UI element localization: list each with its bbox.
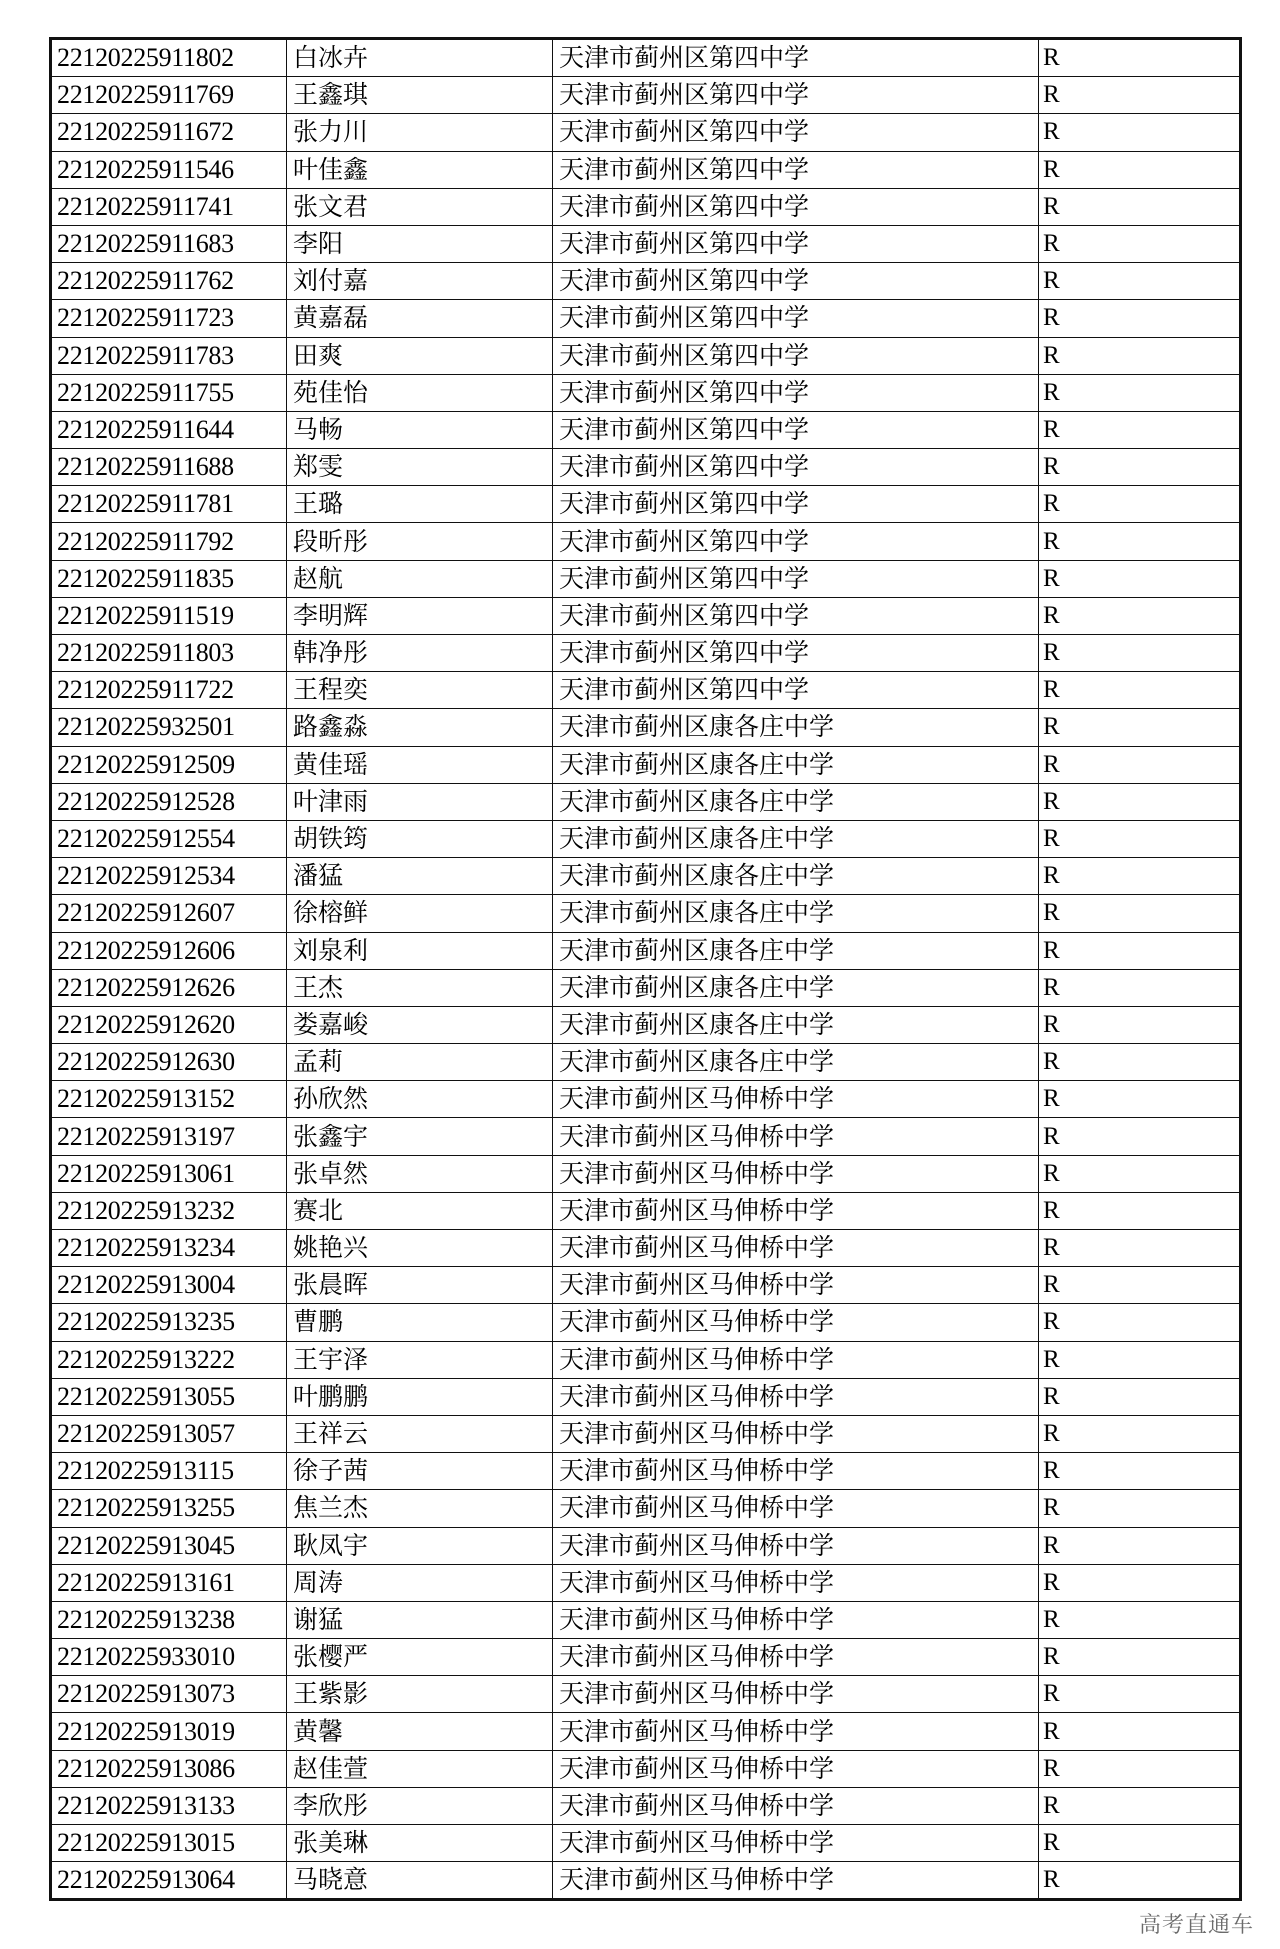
grade-cell: R (1039, 1527, 1241, 1564)
table-row (51, 449, 1241, 486)
table-row (51, 300, 1241, 337)
table-row (51, 560, 1241, 597)
grade-cell: R (1039, 114, 1241, 151)
table-row (51, 746, 1241, 783)
student-name-cell: 马晓意 (287, 1862, 553, 1900)
student-name-cell: 刘泉利 (287, 932, 553, 969)
grade-cell: R (1039, 1862, 1241, 1900)
exam-id-cell: 22120225913222 (51, 1341, 287, 1378)
school-name-cell: 天津市蓟州区康各庄中学 (553, 1044, 1039, 1081)
table-row (51, 523, 1241, 560)
student-name-cell: 王紫影 (287, 1676, 553, 1713)
student-name-cell: 郑雯 (287, 449, 553, 486)
exam-id-cell: 22120225933010 (51, 1639, 287, 1676)
school-name-cell: 天津市蓟州区第四中学 (553, 337, 1039, 374)
grade-cell: R (1039, 1676, 1241, 1713)
student-name-cell: 田爽 (287, 337, 553, 374)
school-name-cell: 天津市蓟州区马伸桥中学 (553, 1490, 1039, 1527)
exam-id-cell: 22120225913055 (51, 1378, 287, 1415)
student-name-cell: 张美琳 (287, 1825, 553, 1862)
grade-cell: R (1039, 746, 1241, 783)
exam-id-cell: 22120225911741 (51, 188, 287, 225)
grade-cell: R (1039, 1713, 1241, 1750)
school-name-cell: 天津市蓟州区第四中学 (553, 523, 1039, 560)
exam-id-cell: 22120225911769 (51, 77, 287, 114)
roster-table-wrapper (49, 37, 1239, 1901)
table-row (51, 1713, 1241, 1750)
table-row (51, 1676, 1241, 1713)
student-name-cell: 张晨晖 (287, 1267, 553, 1304)
school-name-cell: 天津市蓟州区第四中学 (553, 225, 1039, 262)
student-name-cell: 王程奕 (287, 672, 553, 709)
grade-cell: R (1039, 1564, 1241, 1601)
school-name-cell: 天津市蓟州区第四中学 (553, 114, 1039, 151)
exam-id-cell: 22120225911762 (51, 263, 287, 300)
table-row (51, 1006, 1241, 1043)
grade-cell: R (1039, 411, 1241, 448)
exam-id-cell: 22120225911546 (51, 151, 287, 188)
school-name-cell: 天津市蓟州区马伸桥中学 (553, 1564, 1039, 1601)
student-name-cell: 苑佳怡 (287, 374, 553, 411)
table-row (51, 151, 1241, 188)
exam-id-cell: 22120225911783 (51, 337, 287, 374)
table-row (51, 1527, 1241, 1564)
student-name-cell: 孙欣然 (287, 1081, 553, 1118)
exam-id-cell: 22120225913015 (51, 1825, 287, 1862)
table-row (51, 1192, 1241, 1229)
grade-cell: R (1039, 709, 1241, 746)
grade-cell: R (1039, 188, 1241, 225)
student-name-cell: 叶津雨 (287, 783, 553, 820)
table-row (51, 1564, 1241, 1601)
student-name-cell: 路鑫淼 (287, 709, 553, 746)
student-name-cell: 张樱严 (287, 1639, 553, 1676)
student-name-cell: 黄嘉磊 (287, 300, 553, 337)
student-name-cell: 马畅 (287, 411, 553, 448)
school-name-cell: 天津市蓟州区康各庄中学 (553, 969, 1039, 1006)
student-name-cell: 李欣彤 (287, 1787, 553, 1824)
table-row (51, 969, 1241, 1006)
student-name-cell: 张文君 (287, 188, 553, 225)
exam-id-cell: 22120225911792 (51, 523, 287, 560)
grade-cell: R (1039, 932, 1241, 969)
student-name-cell: 李明辉 (287, 597, 553, 634)
student-name-cell: 黄馨 (287, 1713, 553, 1750)
school-name-cell: 天津市蓟州区康各庄中学 (553, 932, 1039, 969)
table-row (51, 1341, 1241, 1378)
school-name-cell: 天津市蓟州区马伸桥中学 (553, 1118, 1039, 1155)
exam-id-cell: 22120225913197 (51, 1118, 287, 1155)
school-name-cell: 天津市蓟州区第四中学 (553, 374, 1039, 411)
grade-cell: R (1039, 523, 1241, 560)
student-name-cell: 白冰卉 (287, 39, 553, 77)
student-name-cell: 黄佳瑶 (287, 746, 553, 783)
table-row (51, 1230, 1241, 1267)
exam-id-cell: 22120225911519 (51, 597, 287, 634)
student-name-cell: 娄嘉峻 (287, 1006, 553, 1043)
school-name-cell: 天津市蓟州区康各庄中学 (553, 820, 1039, 857)
student-name-cell: 王璐 (287, 486, 553, 523)
school-name-cell: 天津市蓟州区第四中学 (553, 486, 1039, 523)
school-name-cell: 天津市蓟州区第四中学 (553, 597, 1039, 634)
school-name-cell: 天津市蓟州区第四中学 (553, 672, 1039, 709)
student-name-cell: 赛北 (287, 1192, 553, 1229)
student-name-cell: 张卓然 (287, 1155, 553, 1192)
school-name-cell: 天津市蓟州区第四中学 (553, 39, 1039, 77)
grade-cell: R (1039, 560, 1241, 597)
table-row (51, 1825, 1241, 1862)
school-name-cell: 天津市蓟州区康各庄中学 (553, 895, 1039, 932)
exam-id-cell: 22120225913064 (51, 1862, 287, 1900)
exam-id-cell: 22120225911755 (51, 374, 287, 411)
exam-id-cell: 22120225911688 (51, 449, 287, 486)
table-row (51, 337, 1241, 374)
table-row (51, 486, 1241, 523)
exam-id-cell: 22120225913161 (51, 1564, 287, 1601)
grade-cell: R (1039, 449, 1241, 486)
school-name-cell: 天津市蓟州区马伸桥中学 (553, 1378, 1039, 1415)
exam-id-cell: 22120225912620 (51, 1006, 287, 1043)
student-name-cell: 曹鹏 (287, 1304, 553, 1341)
grade-cell: R (1039, 858, 1241, 895)
grade-cell: R (1039, 39, 1241, 77)
student-name-cell: 胡铁筠 (287, 820, 553, 857)
exam-id-cell: 22120225913235 (51, 1304, 287, 1341)
table-row (51, 1378, 1241, 1415)
student-name-cell: 王杰 (287, 969, 553, 1006)
grade-cell: R (1039, 337, 1241, 374)
table-row (51, 1304, 1241, 1341)
grade-cell: R (1039, 1267, 1241, 1304)
table-row (51, 1750, 1241, 1787)
table-row (51, 1639, 1241, 1676)
school-name-cell: 天津市蓟州区第四中学 (553, 449, 1039, 486)
exam-id-cell: 22120225913073 (51, 1676, 287, 1713)
table-row (51, 77, 1241, 114)
school-name-cell: 天津市蓟州区第四中学 (553, 77, 1039, 114)
table-row (51, 1415, 1241, 1452)
school-name-cell: 天津市蓟州区马伸桥中学 (553, 1750, 1039, 1787)
table-row (51, 932, 1241, 969)
school-name-cell: 天津市蓟州区马伸桥中学 (553, 1192, 1039, 1229)
student-name-cell: 孟莉 (287, 1044, 553, 1081)
grade-cell: R (1039, 1081, 1241, 1118)
exam-id-cell: 22120225911803 (51, 635, 287, 672)
grade-cell: R (1039, 1639, 1241, 1676)
student-name-cell: 潘猛 (287, 858, 553, 895)
table-row (51, 820, 1241, 857)
student-name-cell: 赵航 (287, 560, 553, 597)
school-name-cell: 天津市蓟州区马伸桥中学 (553, 1304, 1039, 1341)
student-name-cell: 叶鹏鹏 (287, 1378, 553, 1415)
table-row (51, 635, 1241, 672)
roster-table-body (51, 39, 1241, 1900)
grade-cell: R (1039, 1304, 1241, 1341)
table-row (51, 1862, 1241, 1900)
exam-id-cell: 22120225913061 (51, 1155, 287, 1192)
student-name-cell: 徐榕鲜 (287, 895, 553, 932)
exam-id-cell: 22120225911723 (51, 300, 287, 337)
school-name-cell: 天津市蓟州区马伸桥中学 (553, 1825, 1039, 1862)
student-name-cell: 焦兰杰 (287, 1490, 553, 1527)
exam-id-cell: 22120225932501 (51, 709, 287, 746)
school-name-cell: 天津市蓟州区马伸桥中学 (553, 1415, 1039, 1452)
student-name-cell: 谢猛 (287, 1601, 553, 1638)
exam-id-cell: 22120225912606 (51, 932, 287, 969)
student-name-cell: 耿凤宇 (287, 1527, 553, 1564)
exam-id-cell: 22120225913115 (51, 1453, 287, 1490)
exam-id-cell: 22120225912509 (51, 746, 287, 783)
table-row (51, 39, 1241, 77)
grade-cell: R (1039, 225, 1241, 262)
student-name-cell: 徐子茜 (287, 1453, 553, 1490)
exam-id-cell: 22120225913133 (51, 1787, 287, 1824)
table-row (51, 597, 1241, 634)
grade-cell: R (1039, 1230, 1241, 1267)
school-name-cell: 天津市蓟州区康各庄中学 (553, 783, 1039, 820)
exam-id-cell: 22120225913004 (51, 1267, 287, 1304)
grade-cell: R (1039, 1044, 1241, 1081)
table-row (51, 858, 1241, 895)
exam-id-cell: 22120225911644 (51, 411, 287, 448)
exam-id-cell: 22120225913238 (51, 1601, 287, 1638)
school-name-cell: 天津市蓟州区第四中学 (553, 151, 1039, 188)
school-name-cell: 天津市蓟州区马伸桥中学 (553, 1341, 1039, 1378)
school-name-cell: 天津市蓟州区第四中学 (553, 263, 1039, 300)
table-row (51, 225, 1241, 262)
grade-cell: R (1039, 151, 1241, 188)
student-name-cell: 姚艳兴 (287, 1230, 553, 1267)
grade-cell: R (1039, 1006, 1241, 1043)
grade-cell: R (1039, 672, 1241, 709)
watermark-text: 高考直通车 (1138, 1913, 1254, 1938)
school-name-cell: 天津市蓟州区马伸桥中学 (553, 1713, 1039, 1750)
student-name-cell: 段昕彤 (287, 523, 553, 560)
grade-cell: R (1039, 895, 1241, 932)
student-name-cell: 王鑫琪 (287, 77, 553, 114)
table-row (51, 895, 1241, 932)
table-row (51, 709, 1241, 746)
school-name-cell: 天津市蓟州区马伸桥中学 (553, 1230, 1039, 1267)
grade-cell: R (1039, 1415, 1241, 1452)
school-name-cell: 天津市蓟州区康各庄中学 (553, 709, 1039, 746)
table-row (51, 672, 1241, 709)
school-name-cell: 天津市蓟州区第四中学 (553, 635, 1039, 672)
grade-cell: R (1039, 969, 1241, 1006)
school-name-cell: 天津市蓟州区康各庄中学 (553, 1006, 1039, 1043)
student-name-cell: 张力川 (287, 114, 553, 151)
table-row (51, 1453, 1241, 1490)
exam-id-cell: 22120225911722 (51, 672, 287, 709)
grade-cell: R (1039, 77, 1241, 114)
grade-cell: R (1039, 300, 1241, 337)
school-name-cell: 天津市蓟州区马伸桥中学 (553, 1081, 1039, 1118)
school-name-cell: 天津市蓟州区康各庄中学 (553, 746, 1039, 783)
grade-cell: R (1039, 1192, 1241, 1229)
exam-id-cell: 22120225911781 (51, 486, 287, 523)
school-name-cell: 天津市蓟州区马伸桥中学 (553, 1267, 1039, 1304)
school-name-cell: 天津市蓟州区马伸桥中学 (553, 1639, 1039, 1676)
school-name-cell: 天津市蓟州区马伸桥中学 (553, 1527, 1039, 1564)
table-row (51, 1267, 1241, 1304)
grade-cell: R (1039, 1601, 1241, 1638)
school-name-cell: 天津市蓟州区第四中学 (553, 300, 1039, 337)
exam-id-cell: 22120225913232 (51, 1192, 287, 1229)
school-name-cell: 天津市蓟州区马伸桥中学 (553, 1787, 1039, 1824)
school-name-cell: 天津市蓟州区马伸桥中学 (553, 1676, 1039, 1713)
exam-id-cell: 22120225913086 (51, 1750, 287, 1787)
grade-cell: R (1039, 486, 1241, 523)
student-name-cell: 李阳 (287, 225, 553, 262)
school-name-cell: 天津市蓟州区第四中学 (553, 411, 1039, 448)
exam-id-cell: 22120225912630 (51, 1044, 287, 1081)
school-name-cell: 天津市蓟州区马伸桥中学 (553, 1601, 1039, 1638)
exam-id-cell: 22120225912626 (51, 969, 287, 1006)
student-name-cell: 张鑫宇 (287, 1118, 553, 1155)
exam-id-cell: 22120225913045 (51, 1527, 287, 1564)
table-row (51, 1118, 1241, 1155)
grade-cell: R (1039, 1341, 1241, 1378)
grade-cell: R (1039, 1118, 1241, 1155)
exam-id-cell: 22120225913019 (51, 1713, 287, 1750)
grade-cell: R (1039, 374, 1241, 411)
grade-cell: R (1039, 1787, 1241, 1824)
table-row (51, 1787, 1241, 1824)
table-row (51, 263, 1241, 300)
exam-id-cell: 22120225911802 (51, 39, 287, 77)
exam-id-cell: 22120225912534 (51, 858, 287, 895)
table-row (51, 783, 1241, 820)
grade-cell: R (1039, 635, 1241, 672)
grade-cell: R (1039, 1155, 1241, 1192)
table-row (51, 1081, 1241, 1118)
table-row (51, 1601, 1241, 1638)
table-row (51, 1490, 1241, 1527)
table-row (51, 114, 1241, 151)
grade-cell: R (1039, 1490, 1241, 1527)
student-name-cell: 王祥云 (287, 1415, 553, 1452)
table-row (51, 1044, 1241, 1081)
table-row (51, 1155, 1241, 1192)
grade-cell: R (1039, 597, 1241, 634)
exam-id-cell: 22120225912554 (51, 820, 287, 857)
school-name-cell: 天津市蓟州区第四中学 (553, 188, 1039, 225)
exam-id-cell: 22120225911672 (51, 114, 287, 151)
exam-id-cell: 22120225913152 (51, 1081, 287, 1118)
grade-cell: R (1039, 1378, 1241, 1415)
exam-id-cell: 22120225911683 (51, 225, 287, 262)
exam-id-cell: 22120225913057 (51, 1415, 287, 1452)
exam-id-cell: 22120225913255 (51, 1490, 287, 1527)
grade-cell: R (1039, 783, 1241, 820)
grade-cell: R (1039, 263, 1241, 300)
table-row (51, 188, 1241, 225)
exam-id-cell: 22120225912528 (51, 783, 287, 820)
student-name-cell: 赵佳萱 (287, 1750, 553, 1787)
exam-id-cell: 22120225912607 (51, 895, 287, 932)
school-name-cell: 天津市蓟州区马伸桥中学 (553, 1155, 1039, 1192)
exam-id-cell: 22120225913234 (51, 1230, 287, 1267)
grade-cell: R (1039, 1453, 1241, 1490)
exam-id-cell: 22120225911835 (51, 560, 287, 597)
school-name-cell: 天津市蓟州区康各庄中学 (553, 858, 1039, 895)
school-name-cell: 天津市蓟州区马伸桥中学 (553, 1453, 1039, 1490)
grade-cell: R (1039, 820, 1241, 857)
grade-cell: R (1039, 1750, 1241, 1787)
table-row (51, 411, 1241, 448)
grade-cell: R (1039, 1825, 1241, 1862)
table-row (51, 374, 1241, 411)
student-name-cell: 周涛 (287, 1564, 553, 1601)
student-name-cell: 叶佳鑫 (287, 151, 553, 188)
school-name-cell: 天津市蓟州区马伸桥中学 (553, 1862, 1039, 1900)
student-name-cell: 王宇泽 (287, 1341, 553, 1378)
student-name-cell: 韩净彤 (287, 635, 553, 672)
roster-table (49, 37, 1242, 1901)
school-name-cell: 天津市蓟州区第四中学 (553, 560, 1039, 597)
student-name-cell: 刘付嘉 (287, 263, 553, 300)
